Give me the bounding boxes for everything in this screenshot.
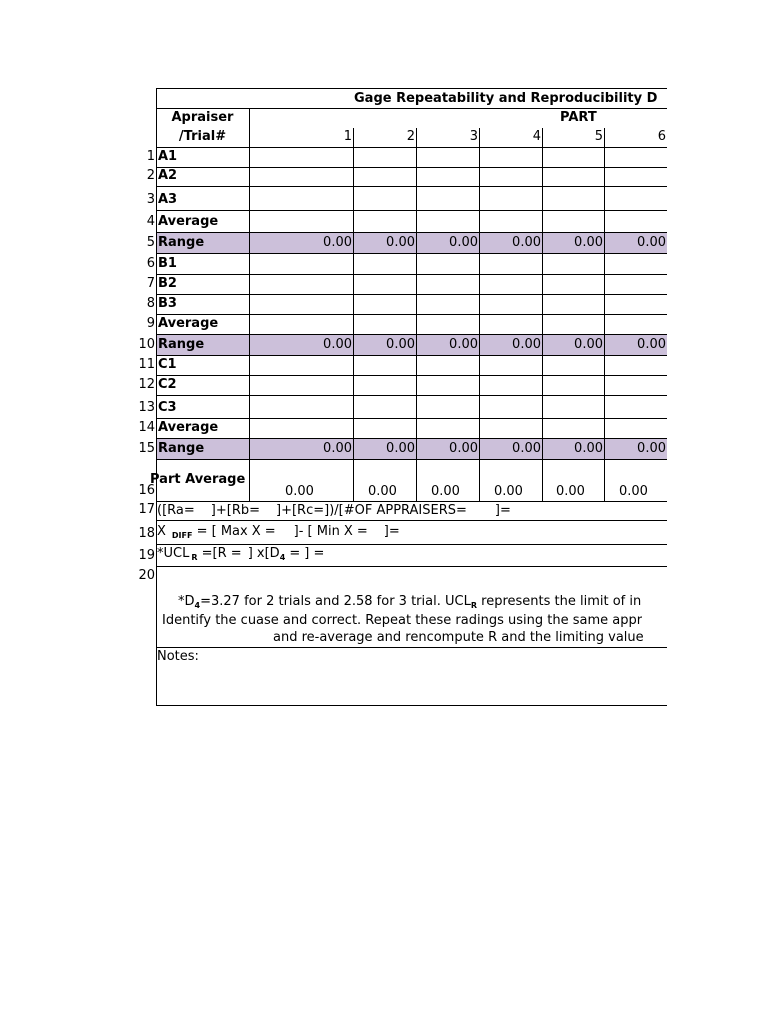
measurement-cell[interactable] <box>353 315 415 334</box>
gage-rr-form <box>0 88 667 708</box>
measurement-cell[interactable] <box>416 376 478 395</box>
measurement-cell[interactable] <box>416 315 478 334</box>
measurement-cell[interactable] <box>479 419 541 438</box>
footnote-part: R <box>470 601 477 610</box>
footnote-part: represents the limit of in <box>477 594 642 609</box>
grid-line <box>156 108 667 109</box>
measurement-cell[interactable] <box>416 399 478 421</box>
measurement-cell[interactable] <box>416 356 478 375</box>
part-average-value: 0.00 <box>494 484 523 499</box>
formula-part-ra: Ra= <box>167 503 195 518</box>
formula-part-b: =[ <box>197 546 218 561</box>
row-label-a2: A2 <box>158 168 178 183</box>
row-number: 8 <box>146 296 155 311</box>
part-average-value: 0.00 <box>619 484 648 499</box>
formula-part-d: ])/[#OF APPRAISERS= <box>324 503 467 518</box>
row-label-range: Range <box>158 441 205 456</box>
measurement-cell[interactable] <box>542 255 603 275</box>
measurement-cell[interactable] <box>604 399 666 421</box>
formula-part-rb: Rb= <box>231 503 260 518</box>
measurement-cell[interactable] <box>604 356 666 375</box>
measurement-cell[interactable] <box>249 356 352 375</box>
row-number: 2 <box>146 168 155 183</box>
row-number: 10 <box>138 337 155 352</box>
row-number: 1 <box>146 149 155 164</box>
measurement-cell[interactable] <box>249 419 352 438</box>
range-value: 0.00 <box>386 441 415 456</box>
measurement-cell[interactable] <box>416 255 478 275</box>
measurement-cell[interactable] <box>416 295 478 314</box>
formula-part-e: ]= <box>494 503 511 518</box>
measurement-cell[interactable] <box>249 275 352 294</box>
appraiser-header: Apraiser <box>171 110 234 125</box>
measurement-cell[interactable] <box>249 315 352 334</box>
measurement-cell[interactable] <box>353 295 415 314</box>
measurement-cell[interactable] <box>542 213 603 234</box>
row-number: 4 <box>146 214 155 229</box>
grid-line <box>156 647 667 648</box>
part-number-4: 4 <box>532 129 541 144</box>
measurement-cell[interactable] <box>353 213 415 234</box>
part-average-value: 0.00 <box>285 484 314 499</box>
measurement-cell[interactable] <box>479 295 541 314</box>
range-value: 0.00 <box>574 441 603 456</box>
measurement-cell[interactable] <box>479 191 541 214</box>
row-number: 5 <box>146 235 155 250</box>
grid-line <box>156 186 667 187</box>
measurement-cell[interactable] <box>416 275 478 294</box>
measurement-cell[interactable] <box>604 419 666 438</box>
formula-part-x3: $\overline{X}$ <box>343 524 353 539</box>
formula-part-r: $\overline{R}$ <box>217 546 227 561</box>
measurement-cell[interactable] <box>479 376 541 395</box>
formula-part-c: = <box>226 546 242 561</box>
range-value: 0.00 <box>323 441 352 456</box>
measurement-cell[interactable] <box>604 315 666 334</box>
row-label-a3: A3 <box>158 192 178 207</box>
measurement-cell[interactable] <box>416 213 478 234</box>
measurement-cell[interactable] <box>604 376 666 395</box>
range-value: 0.00 <box>449 337 478 352</box>
grid-line <box>156 88 157 705</box>
row-label-a1: A1 <box>158 149 178 164</box>
measurement-cell[interactable] <box>542 376 603 395</box>
measurement-cell[interactable] <box>353 419 415 438</box>
formula-part-d: = <box>352 524 368 539</box>
measurement-cell[interactable] <box>542 356 603 375</box>
footnote-line-2: Identify the cuase and correct. Repeat these radings using the same appr <box>162 613 643 628</box>
formula-ucl <box>157 546 324 563</box>
measurement-cell[interactable] <box>353 399 415 421</box>
measurement-cell[interactable] <box>542 295 603 314</box>
formula-part-a: ([ <box>157 503 168 518</box>
measurement-cell[interactable] <box>353 275 415 294</box>
row-label-b3: B3 <box>158 296 177 311</box>
row-label-range: Range <box>158 337 205 352</box>
measurement-cell[interactable] <box>249 148 352 167</box>
part-header: PART <box>560 110 597 125</box>
measurement-cell[interactable] <box>479 399 541 421</box>
footnote-part: and the limiting value <box>497 630 644 645</box>
formula-part-c: ]+[ <box>276 503 298 518</box>
part-number-2: 2 <box>406 129 415 144</box>
measurement-cell[interactable] <box>416 148 478 167</box>
measurement-cell[interactable] <box>416 167 478 185</box>
part-number-5: 5 <box>594 129 603 144</box>
formula-r-bar <box>157 503 511 519</box>
measurement-cell[interactable] <box>353 255 415 275</box>
measurement-cell[interactable] <box>353 191 415 214</box>
measurement-cell[interactable] <box>604 191 666 214</box>
row-number: 13 <box>138 400 155 415</box>
measurement-cell[interactable] <box>604 213 666 234</box>
measurement-cell[interactable] <box>542 167 603 185</box>
measurement-cell[interactable] <box>479 275 541 294</box>
row-number: 9 <box>146 316 155 331</box>
footnote-line-3 <box>273 630 644 646</box>
measurement-cell[interactable] <box>479 167 541 185</box>
row-number: 12 <box>138 377 155 392</box>
range-value: 0.00 <box>574 337 603 352</box>
footnote-part: $\overline{R}$ <box>488 630 498 645</box>
row-number: 3 <box>146 192 155 207</box>
row-label-average: Average <box>158 420 219 435</box>
measurement-cell[interactable] <box>479 213 541 234</box>
footnote-part: and re-average and rencompute <box>273 630 489 645</box>
range-value: 0.00 <box>574 235 603 250</box>
range-value: 0.00 <box>512 235 541 250</box>
row-number: 14 <box>138 420 155 435</box>
range-value: 0.00 <box>323 235 352 250</box>
footnote-part: 4 <box>194 601 201 610</box>
measurement-cell[interactable] <box>479 148 541 167</box>
range-value: 0.00 <box>637 337 666 352</box>
row-number: 15 <box>138 441 155 456</box>
formula-part-b: ]+[ <box>210 503 232 518</box>
measurement-cell[interactable] <box>604 167 666 185</box>
measurement-cell[interactable] <box>249 295 352 314</box>
part-average-value: 0.00 <box>368 484 397 499</box>
measurement-cell[interactable] <box>479 255 541 275</box>
measurement-cell[interactable] <box>353 356 415 375</box>
measurement-cell[interactable] <box>249 255 352 275</box>
part-number-1: 1 <box>343 129 352 144</box>
notes-label: Notes: <box>157 649 199 664</box>
formula-part-b: = <box>260 524 276 539</box>
formula-part-a: *UCL <box>157 546 190 561</box>
formula-part-d_sub: 4 <box>279 553 286 562</box>
part-number-6: 6 <box>657 129 666 144</box>
measurement-cell[interactable] <box>542 275 603 294</box>
formula-part-a: = [ Max <box>192 524 248 539</box>
footnote-part: *D <box>178 594 195 609</box>
row-label-range: Range <box>158 235 205 250</box>
range-value: 0.00 <box>386 235 415 250</box>
row-label-c2: C2 <box>158 377 177 392</box>
grid-line <box>156 520 667 521</box>
row-number: 11 <box>138 357 155 372</box>
row-number: 20 <box>138 568 155 583</box>
footnote-part: =3.27 for 2 trials and 2.58 for 3 trial. UCL <box>200 594 471 609</box>
range-value: 0.00 <box>386 337 415 352</box>
formula-part-d: ] x[D <box>247 546 280 561</box>
formula-part-c: ]- [ Min <box>293 524 340 539</box>
row-number: 7 <box>146 276 155 291</box>
formula-part-rc: Rc= <box>297 503 325 518</box>
trial-header: /Trial# <box>178 129 227 144</box>
range-value: 0.00 <box>449 235 478 250</box>
row-label-b1: B1 <box>158 256 177 271</box>
grid-line <box>156 705 667 706</box>
row-label-average: Average <box>158 316 219 331</box>
row-label-c3: C3 <box>158 400 177 415</box>
measurement-cell[interactable] <box>479 315 541 334</box>
part-number-3: 3 <box>469 129 478 144</box>
measurement-cell[interactable] <box>249 167 352 185</box>
formula-part-f: ] = <box>304 546 325 561</box>
formula-part-e: ]= <box>383 524 400 539</box>
formula-part-r_sub: R <box>191 553 198 562</box>
measurement-cell[interactable] <box>416 419 478 438</box>
grid-line <box>156 334 667 335</box>
row-label-average: Average <box>158 214 219 229</box>
row-label-c1: C1 <box>158 357 177 372</box>
range-value: 0.00 <box>637 235 666 250</box>
part-average-label: Part Average <box>150 472 246 487</box>
notes-area[interactable] <box>157 665 667 703</box>
measurement-cell[interactable] <box>604 255 666 275</box>
measurement-cell[interactable] <box>542 315 603 334</box>
row-number: 18 <box>138 526 155 541</box>
measurement-cell[interactable] <box>542 191 603 214</box>
range-value: 0.00 <box>512 441 541 456</box>
part-average-value: 0.00 <box>556 484 585 499</box>
range-value: 0.00 <box>637 441 666 456</box>
measurement-cell[interactable] <box>249 213 352 234</box>
measurement-cell[interactable] <box>604 148 666 167</box>
row-number: 17 <box>138 502 155 517</box>
measurement-cell[interactable] <box>249 191 352 214</box>
measurement-cell[interactable] <box>249 399 352 421</box>
form-title: Gage Repeatability and Reproducibility D <box>354 91 658 106</box>
formula-part-x: $\overline{X}$ <box>157 524 166 539</box>
part-average-value: 0.00 <box>431 484 460 499</box>
row-number: 19 <box>138 548 155 563</box>
measurement-cell[interactable] <box>353 376 415 395</box>
grid-line <box>156 566 667 567</box>
formula-part-x2: $\overline{X}$ <box>251 524 261 539</box>
formula-part-e: = <box>285 546 301 561</box>
range-value: 0.00 <box>449 441 478 456</box>
measurement-cell[interactable] <box>604 295 666 314</box>
measurement-cell[interactable] <box>416 191 478 214</box>
grid-line <box>156 438 667 439</box>
measurement-cell[interactable] <box>604 275 666 294</box>
footnote-line-1 <box>178 594 641 611</box>
measurement-cell[interactable] <box>353 148 415 167</box>
row-number: 16 <box>138 483 155 498</box>
measurement-cell[interactable] <box>249 376 352 395</box>
grid-line <box>156 501 667 502</box>
measurement-cell[interactable] <box>542 399 603 421</box>
measurement-cell[interactable] <box>542 419 603 438</box>
grid-line <box>156 88 667 89</box>
measurement-cell[interactable] <box>479 356 541 375</box>
measurement-cell[interactable] <box>542 148 603 167</box>
formula-x-diff <box>157 524 400 541</box>
grid-line <box>156 544 667 545</box>
range-value: 0.00 <box>512 337 541 352</box>
grid-line <box>156 395 667 396</box>
row-label-b2: B2 <box>158 276 177 291</box>
range-value: 0.00 <box>323 337 352 352</box>
row-number: 6 <box>146 256 155 271</box>
formula-part-diff: DIFF <box>171 531 193 540</box>
measurement-cell[interactable] <box>353 167 415 185</box>
